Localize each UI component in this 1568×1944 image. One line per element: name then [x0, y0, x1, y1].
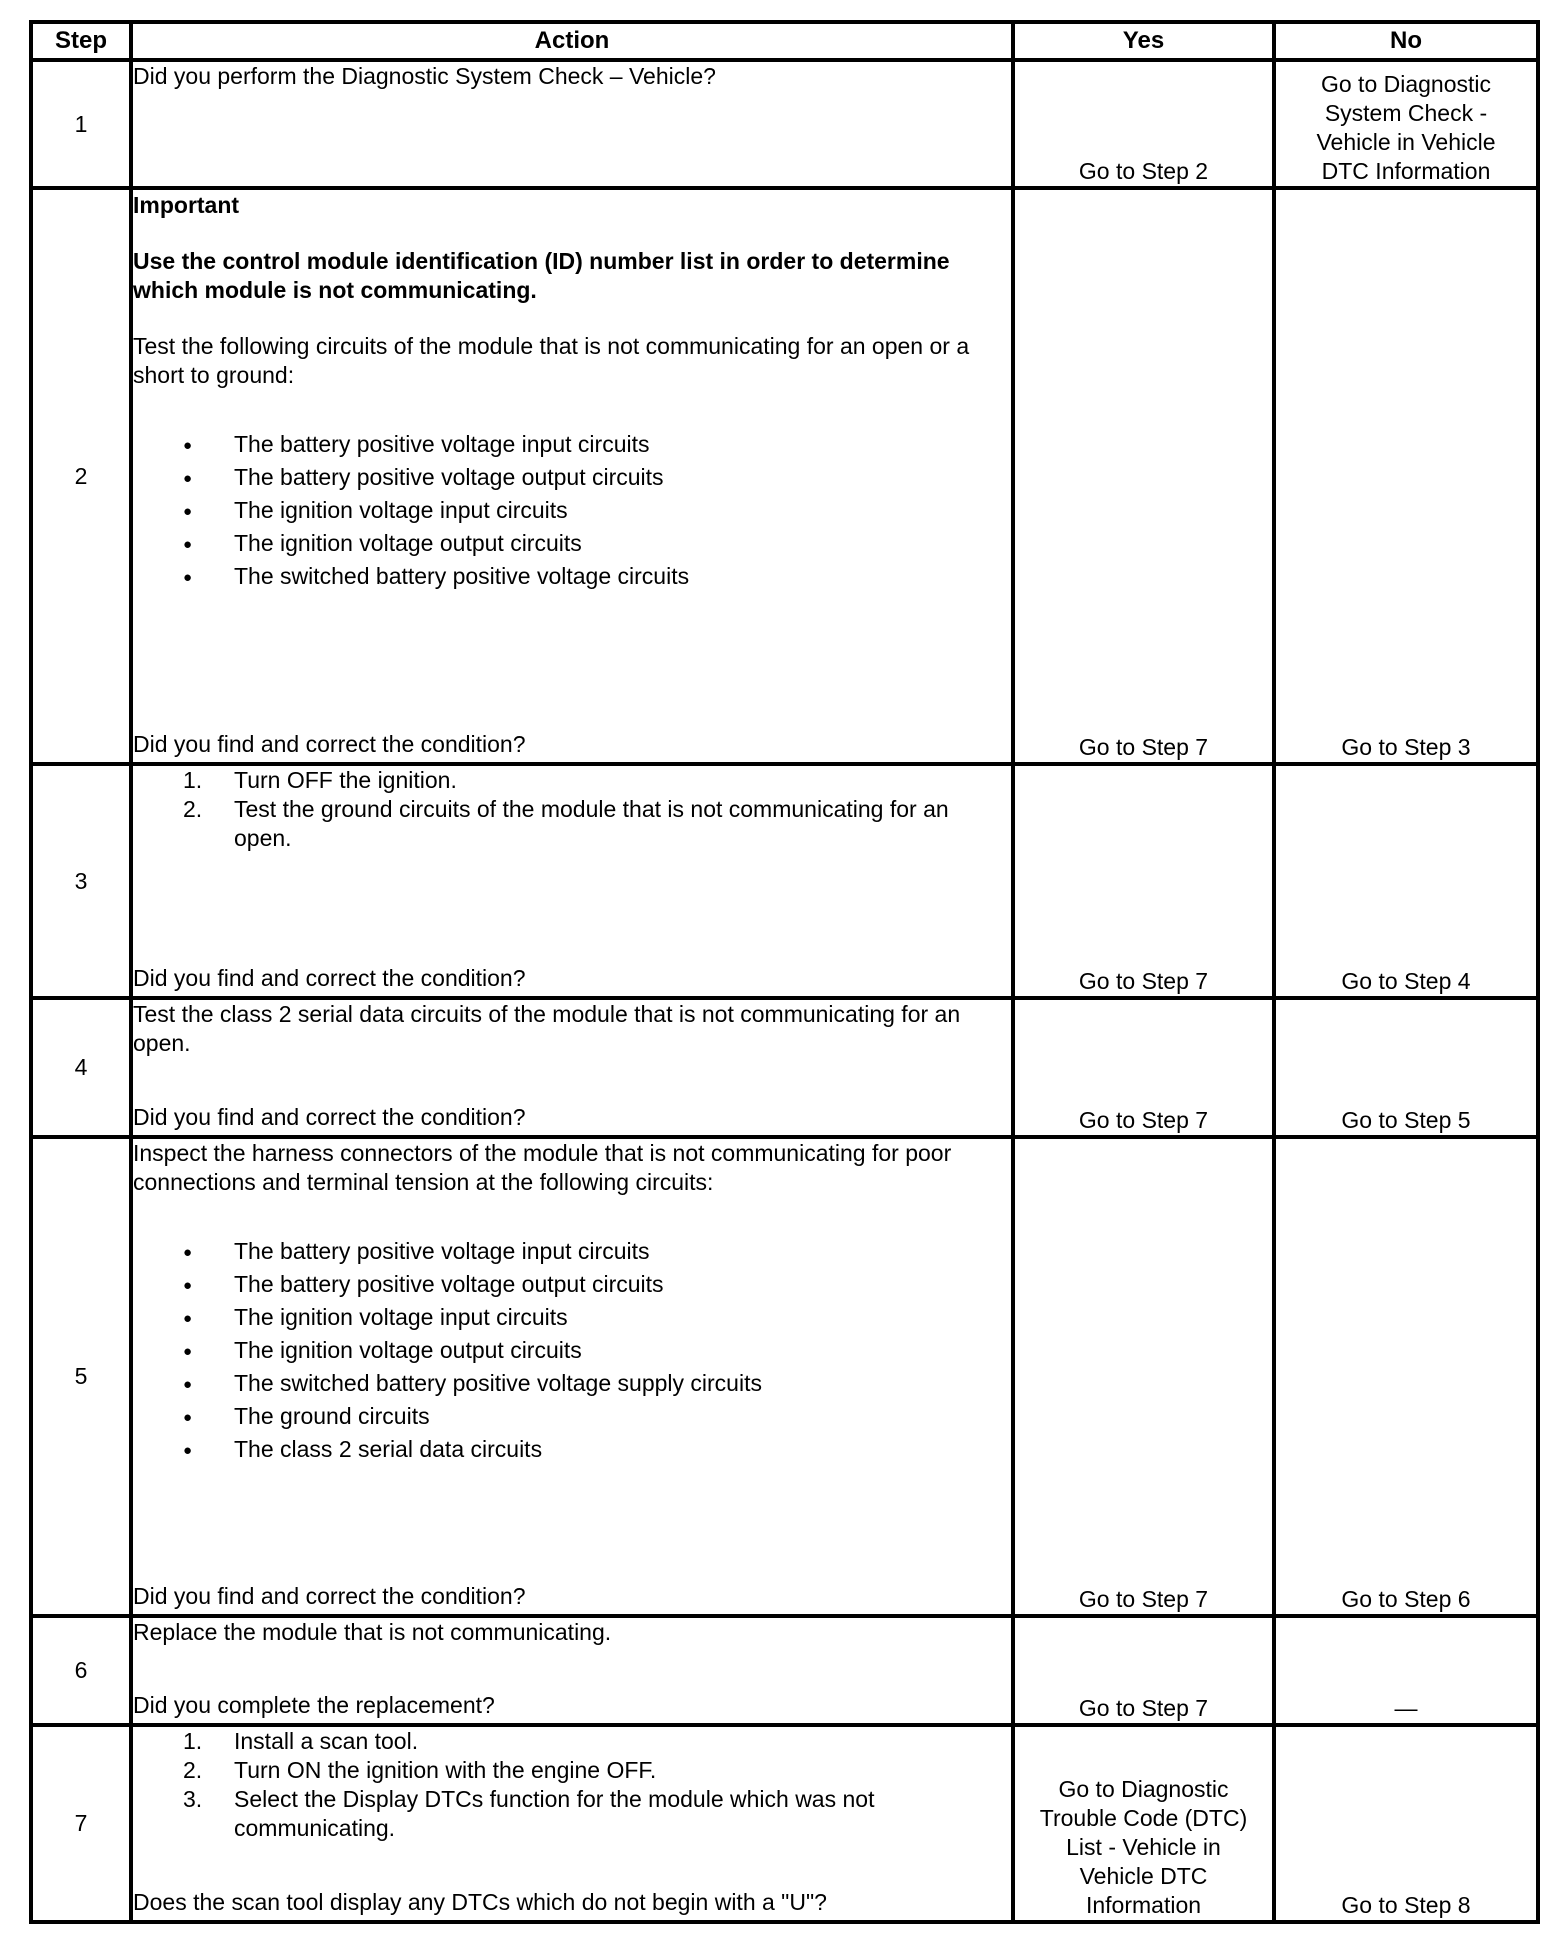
- table-row-step-5: [31, 1137, 1538, 1616]
- list-item: 1. Turn OFF the ignition.: [183, 767, 457, 793]
- list-item: ● The ignition voltage output circuits: [133, 527, 1011, 560]
- action-question: Did you find and correct the condition?: [133, 731, 526, 757]
- header-row: [31, 22, 1538, 60]
- no-cell: Go to Step 4: [1274, 764, 1538, 998]
- list-item: ● The ground circuits: [133, 1400, 1011, 1433]
- circuit-list: [133, 1235, 1011, 1466]
- no-cell: Go to Step 6: [1274, 1137, 1538, 1616]
- no-cell: Go to Step 3: [1274, 188, 1538, 764]
- list-item: 2. Turn ON the ignition with the engine OFF.: [183, 1757, 657, 1783]
- yes-cell: Go to Step 7: [1013, 1137, 1274, 1616]
- yes-cell: Go to Step 7: [1013, 188, 1274, 764]
- list-item: ● The ignition voltage input circuits: [133, 1301, 1011, 1334]
- list-item: ● The battery positive voltage input circuits: [133, 428, 1011, 461]
- action-text: Replace the module that is not communicating.: [133, 1619, 612, 1645]
- action-text: Test the class 2 serial data circuits of the module that is not communicating for an open.: [133, 1001, 961, 1056]
- list-item: 2. Test the ground circuits of the module that is not communicating for an open.: [183, 796, 949, 851]
- important-text: Use the control module identification (ID) number list in order to determine which module is not communicating.: [133, 248, 950, 303]
- action-question: Did you find and correct the condition?: [133, 965, 526, 991]
- important-heading: Important: [133, 192, 240, 218]
- header-action: Action: [131, 22, 1013, 60]
- circuit-list: [133, 428, 1011, 593]
- action-cell: [131, 60, 1013, 188]
- yes-cell: Go to Step 2: [1013, 60, 1274, 188]
- header-step: Step: [31, 22, 131, 60]
- action-cell: [131, 188, 1013, 764]
- action-cell: [131, 998, 1013, 1137]
- step-number: 7: [31, 1725, 131, 1922]
- yes-cell: Go to Step 7: [1013, 764, 1274, 998]
- list-item: ● The switched battery positive voltage circuits: [133, 560, 1011, 593]
- no-cell: Go to Step 8: [1274, 1725, 1538, 1922]
- yes-cell: Go to Diagnostic Trouble Code (DTC) List - Vehicle in Vehicle DTC Information: [1013, 1725, 1274, 1922]
- list-item: ● The ignition voltage output circuits: [133, 1334, 1011, 1367]
- yes-cell: Go to Step 7: [1013, 998, 1274, 1137]
- table-row-step-2: [31, 188, 1538, 764]
- no-cell: —: [1274, 1616, 1538, 1725]
- action-question: Did you complete the replacement?: [133, 1692, 495, 1718]
- action-text: Test the following circuits of the module that is not communicating for an open or a short to ground:: [133, 333, 970, 388]
- procedure-list: [133, 1727, 1011, 1843]
- list-item: ● The battery positive voltage input circuits: [133, 1235, 1011, 1268]
- list-item: ● The battery positive voltage output circuits: [133, 1268, 1011, 1301]
- action-question: Does the scan tool display any DTCs which do not begin with a "U"?: [133, 1889, 827, 1915]
- procedure-list: [133, 766, 1011, 853]
- table-row-step-4: [31, 998, 1538, 1137]
- step-number: 1: [31, 60, 131, 188]
- diagnostic-table: [29, 20, 1540, 1924]
- header-no: No: [1274, 22, 1538, 60]
- action-cell: [131, 1616, 1013, 1725]
- action-question: Did you find and correct the condition?: [133, 1583, 526, 1609]
- step-number: 2: [31, 188, 131, 764]
- table-row-step-7: [31, 1725, 1538, 1922]
- list-item: ● The class 2 serial data circuits: [133, 1433, 1011, 1466]
- no-cell: Go to Step 5: [1274, 998, 1538, 1137]
- yes-cell: Go to Step 7: [1013, 1616, 1274, 1725]
- step-number: 4: [31, 998, 131, 1137]
- action-cell: [131, 1137, 1013, 1616]
- action-text: Did you perform the Diagnostic System Check – Vehicle?: [133, 63, 716, 89]
- table-row-step-6: [31, 1616, 1538, 1725]
- list-item: ● The ignition voltage input circuits: [133, 494, 1011, 527]
- step-number: 6: [31, 1616, 131, 1725]
- list-item: 3. Select the Display DTCs function for the module which was not communicating.: [183, 1786, 875, 1841]
- no-cell: Go to Diagnostic System Check - Vehicle in Vehicle DTC Information: [1274, 60, 1538, 188]
- action-text: Inspect the harness connectors of the module that is not communicating for poor connections and terminal tension at the following circuits:: [133, 1140, 952, 1195]
- header-yes: Yes: [1013, 22, 1274, 60]
- list-item: ● The battery positive voltage output circuits: [133, 461, 1011, 494]
- list-item: ● The switched battery positive voltage supply circuits: [133, 1367, 1011, 1400]
- action-cell: [131, 764, 1013, 998]
- step-number: 3: [31, 764, 131, 998]
- action-cell: [131, 1725, 1013, 1922]
- list-item: 1. Install a scan tool.: [183, 1728, 419, 1754]
- table-row-step-1: [31, 60, 1538, 188]
- action-question: Did you find and correct the condition?: [133, 1104, 526, 1130]
- step-number: 5: [31, 1137, 131, 1616]
- table-row-step-3: [31, 764, 1538, 998]
